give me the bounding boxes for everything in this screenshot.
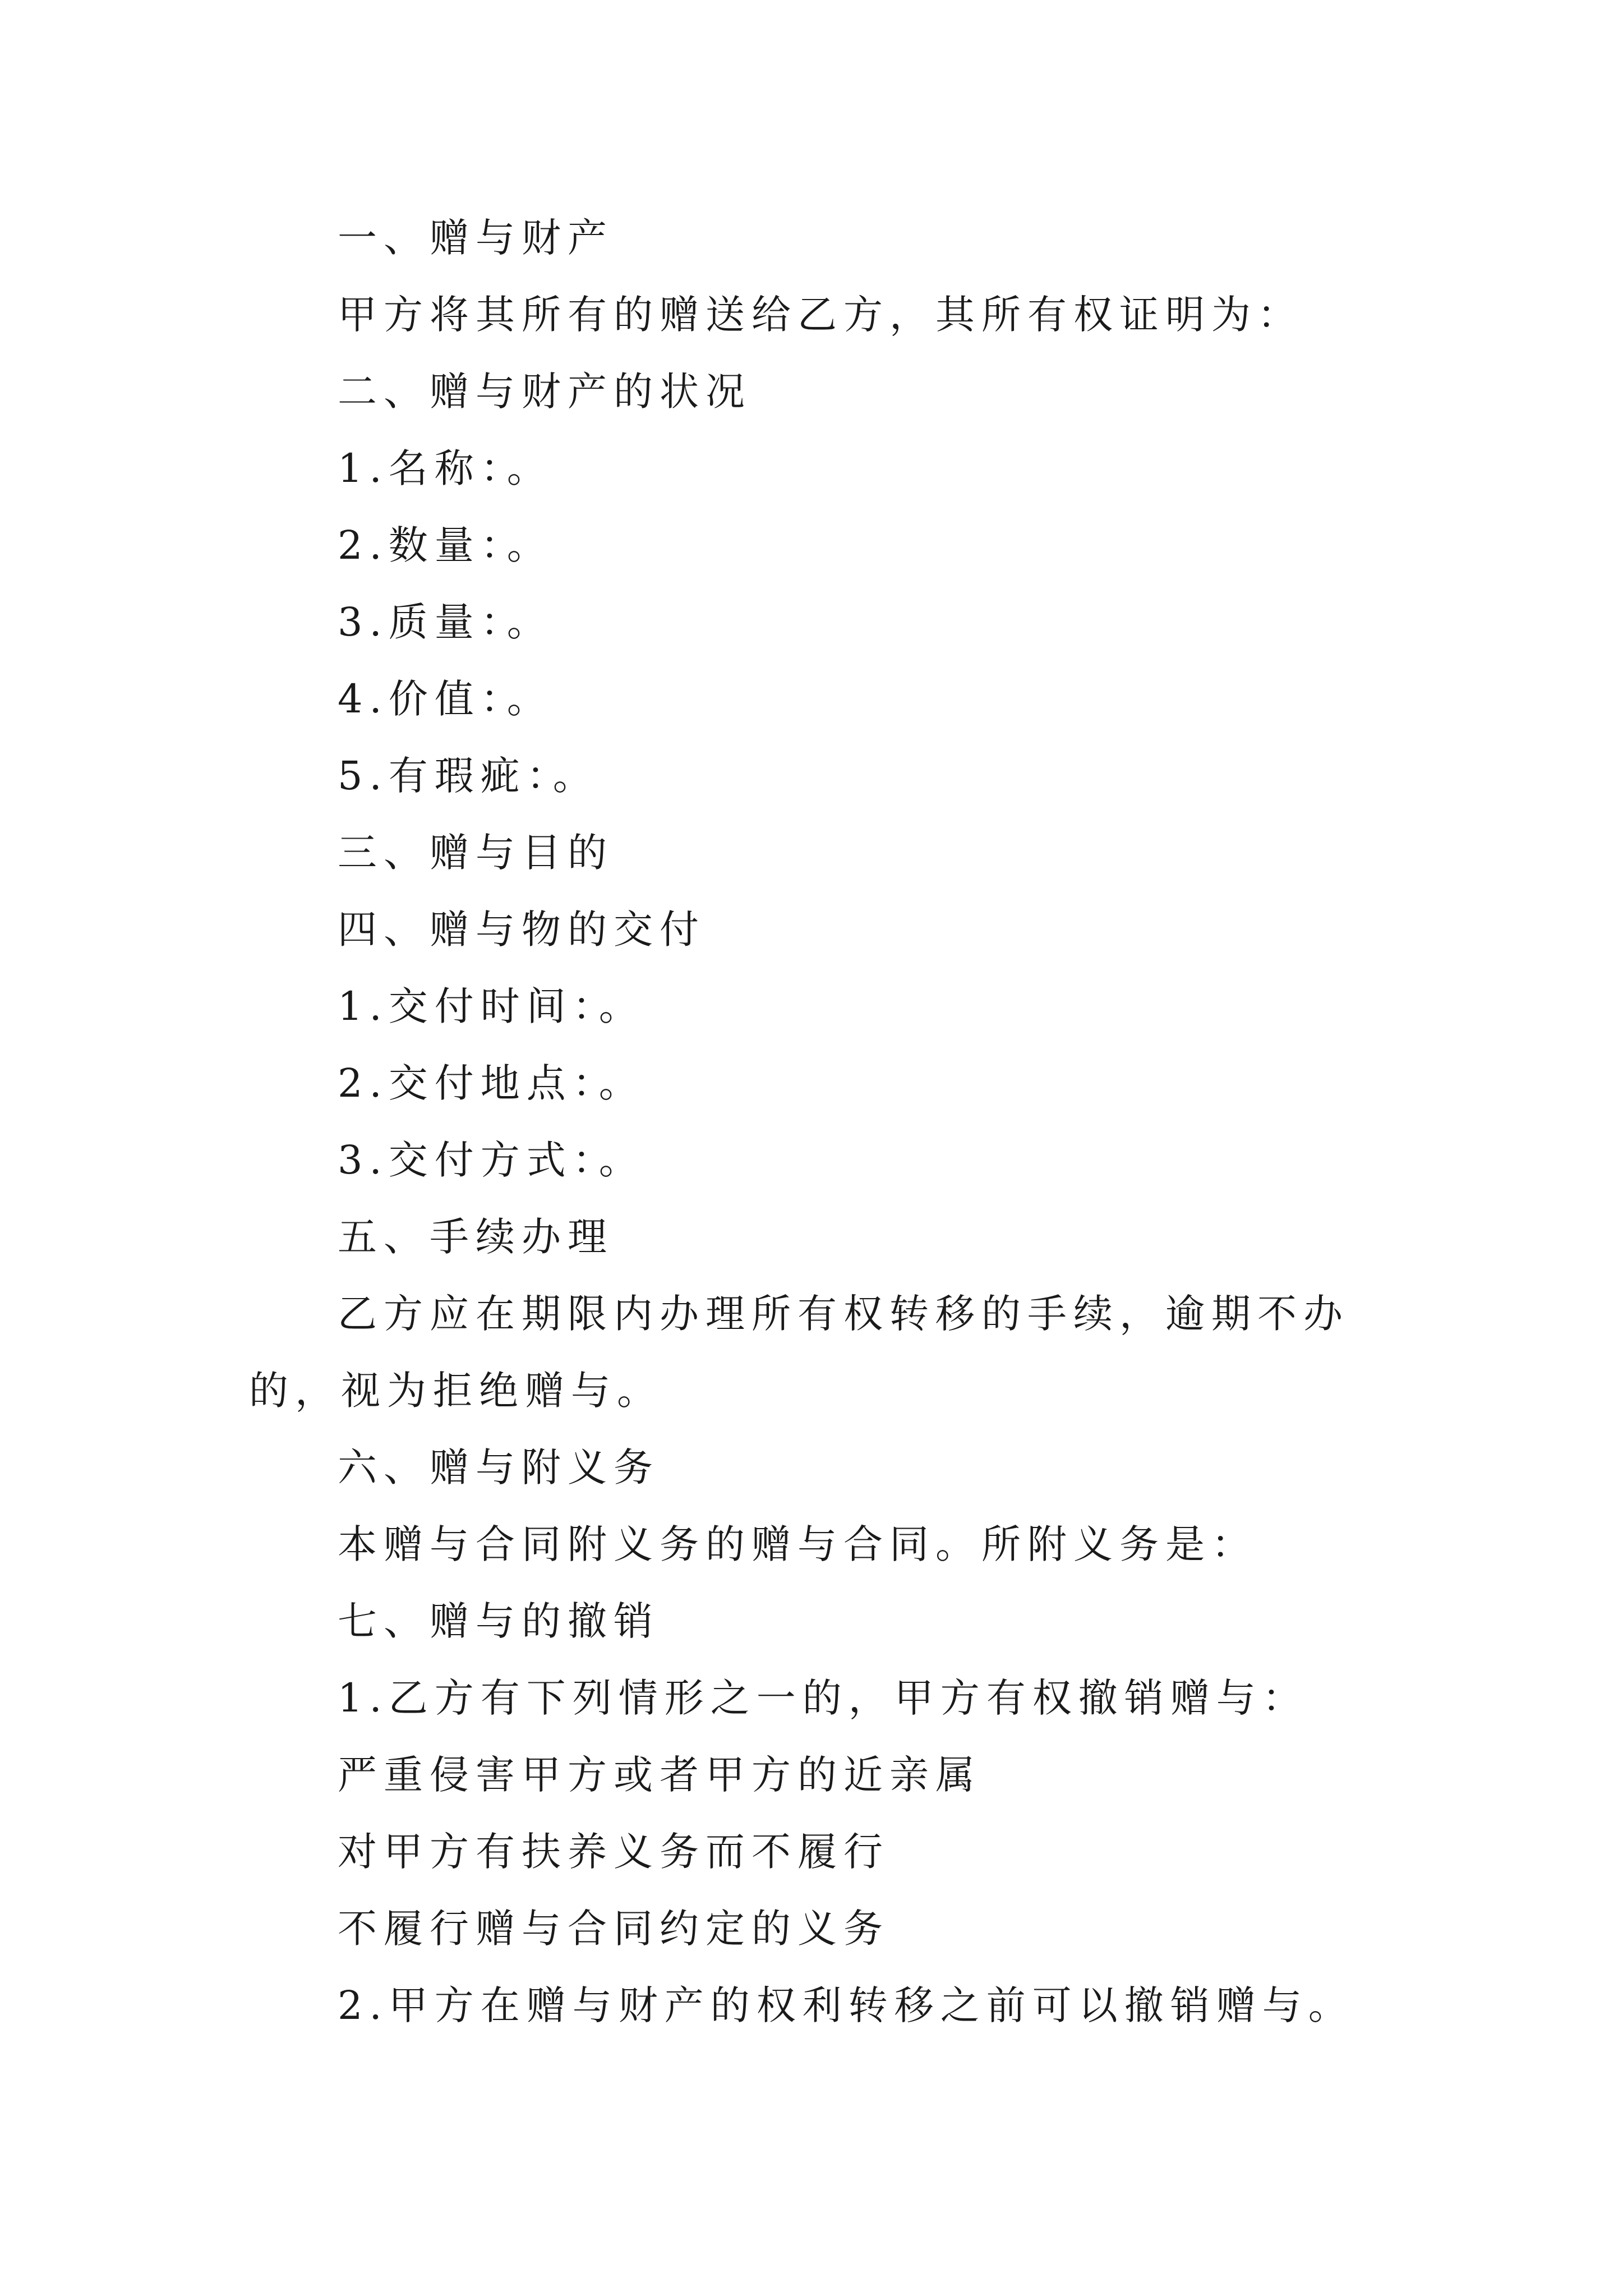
list-item: 1.乙方有下列情形之一的，甲方有权撤销赠与：: [338, 1675, 1308, 1721]
list-item: 3.交付方式：。: [338, 1137, 645, 1183]
section-heading-procedures: 五、手续办理: [338, 1214, 614, 1260]
paragraph-text: 甲方将其所有的赠送给乙方，其所有权证明为：: [338, 292, 1303, 338]
list-item: 严重侵害甲方或者甲方的近亲属: [338, 1752, 981, 1798]
paragraph-text: 本赠与合同附义务的赠与合同。所附义务是：: [338, 1521, 1257, 1567]
list-item: 2.交付地点：。: [338, 1060, 645, 1106]
procedure-paragraph: 乙方应在期限内办理所有权转移的手续，逾期不办的，视为拒绝赠与。: [249, 1291, 1349, 1414]
section-heading-property-status: 二、赠与财产的状况: [338, 369, 751, 415]
list-item: 5.有瑕疵：。: [338, 753, 599, 799]
section-heading-gift-purpose: 三、赠与目的: [338, 830, 614, 876]
list-item: 2.数量：。: [338, 522, 553, 568]
section-heading-gift-property: 一、赠与财产: [338, 215, 614, 261]
list-item: 2.甲方在赠与财产的权利转移之前可以撤销赠与。: [338, 1982, 1354, 2028]
list-item: 1.名称：。: [338, 445, 553, 491]
list-item: 4.价值：。: [338, 676, 553, 722]
list-item: 不履行赠与合同约定的义务: [338, 1906, 889, 1952]
list-item: 1.交付时间：。: [338, 983, 645, 1029]
document-body: [249, 200, 1415, 2044]
list-item: 3.质量：。: [338, 599, 553, 645]
section-heading-revocation: 七、赠与的撤销: [338, 1598, 660, 1644]
section-heading-obligations: 六、赠与附义务: [338, 1444, 660, 1490]
section-heading-delivery: 四、赠与物的交付: [338, 907, 706, 953]
list-item: 对甲方有扶养义务而不履行: [338, 1829, 889, 1875]
